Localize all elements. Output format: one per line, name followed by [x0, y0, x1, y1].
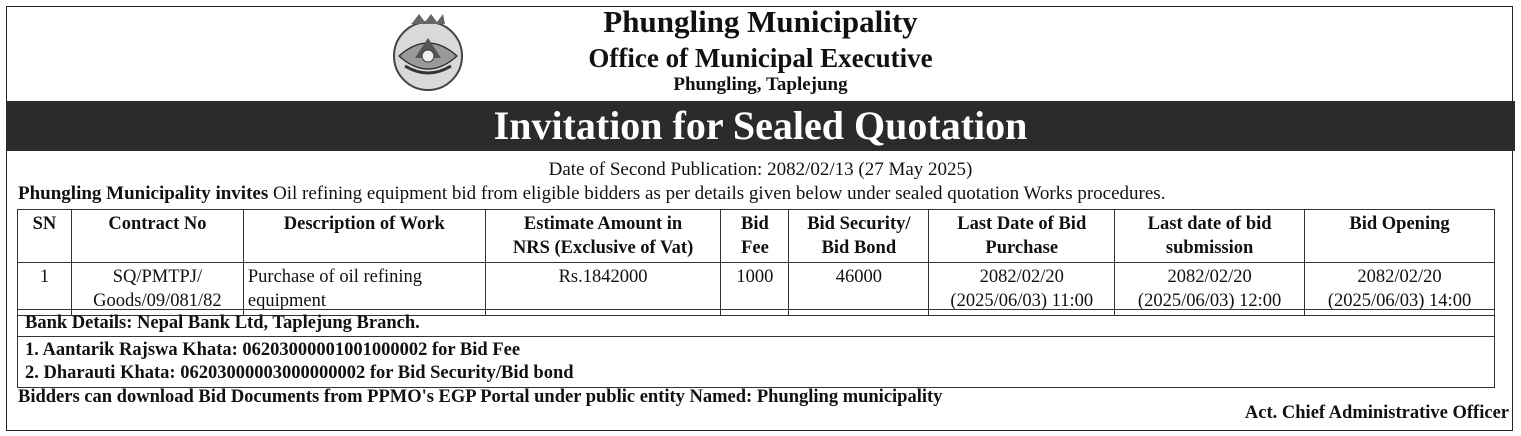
cell-description-line1: Purchase of oil refining [247, 267, 423, 287]
cell-description-line2: equipment [247, 291, 326, 311]
cell-opening-line2: (2025/06/03) 14:00 [1327, 291, 1472, 311]
header-purchase-line2: Purchase [985, 238, 1059, 258]
cell-sn: 1 [18, 263, 72, 316]
header-security-line1: Bid Security/ [807, 214, 911, 234]
invitation-rest: Oil refining equipment bid from eligible bidders as per details given below under sealed quotation Works procedures. [268, 183, 1166, 204]
header-bid-fee [721, 210, 789, 263]
cell-estimate: Rs.1842000 [485, 263, 721, 316]
bank-details-box [17, 309, 1495, 388]
header-submission-line1: Last date of bid [1147, 214, 1272, 234]
cell-opening-line1: 2082/02/20 [1357, 267, 1442, 287]
publication-date: Date of Second Publication: 2082/02/13 (27 May 2025) [548, 159, 973, 180]
bank-accounts [18, 337, 1494, 387]
header-submission-line2: submission [1165, 238, 1254, 258]
cell-last-submission [1115, 263, 1305, 316]
header-contract-no: Contract No [71, 210, 243, 263]
cell-submission-line2: (2025/06/03) 12:00 [1137, 291, 1282, 311]
table-header-row [18, 210, 1495, 263]
table-row [18, 263, 1495, 316]
cell-contract-line1: SQ/PMTPJ/ [112, 267, 203, 287]
header-bid-security [789, 210, 929, 263]
cell-bid-fee: 1000 [721, 263, 789, 316]
office-location: Phungling, Taplejung [673, 74, 848, 95]
signatory: Act. Chief Administrative Officer [1244, 403, 1509, 423]
header-sn: SN [18, 210, 72, 263]
bank-details: Bank Details: Nepal Bank Ltd, Taplejung Branch. [18, 310, 1494, 337]
header-description: Description of Work [243, 210, 485, 263]
cell-last-purchase [929, 263, 1115, 316]
cell-purchase-line1: 2082/02/20 [979, 267, 1064, 287]
header-security-line2: Bid Bond [821, 238, 897, 258]
header-bid-fee-line2: Fee [741, 238, 769, 258]
municipality-name: Phungling Municipality [603, 4, 918, 39]
header-estimate-line2: NRS (Exclusive of Vat) [512, 238, 694, 258]
header-purchase-line1: Last Date of Bid [957, 214, 1087, 234]
cell-contract-line2: Goods/09/081/82 [93, 291, 222, 311]
cell-description [243, 263, 485, 316]
invitation-bold: Phungling Municipality invites [18, 183, 269, 204]
download-note: Bidders can download Bid Documents from PPMO's EGP Portal under public entity Named: Phungling municipality [18, 387, 943, 407]
header-bid-fee-line1: Bid [741, 214, 769, 234]
bank-account-bid-security: 2. Dharauti Khata: 06203000003000000002 for Bid Security/Bid bond [25, 363, 574, 383]
cell-submission-line1: 2082/02/20 [1167, 267, 1252, 287]
header-estimate [485, 210, 721, 263]
header-bid-opening: Bid Opening [1305, 210, 1495, 263]
cell-bid-security: 46000 [789, 263, 929, 316]
cell-purchase-line2: (2025/06/03) 11:00 [950, 291, 1094, 311]
bid-table [17, 209, 1495, 316]
cell-contract-no [71, 263, 243, 316]
notice-title: Invitation for Sealed Quotation [6, 101, 1515, 151]
header-last-submission [1115, 210, 1305, 263]
header-last-purchase [929, 210, 1115, 263]
header-estimate-line1: Estimate Amount in [523, 214, 683, 234]
cell-bid-opening [1305, 263, 1495, 316]
office-name: Office of Municipal Executive [588, 43, 933, 73]
bank-account-bid-fee: 1. Aantarik Rajswa Khata: 06203000001001000002 for Bid Fee [25, 340, 521, 360]
invitation-text [18, 183, 1165, 205]
